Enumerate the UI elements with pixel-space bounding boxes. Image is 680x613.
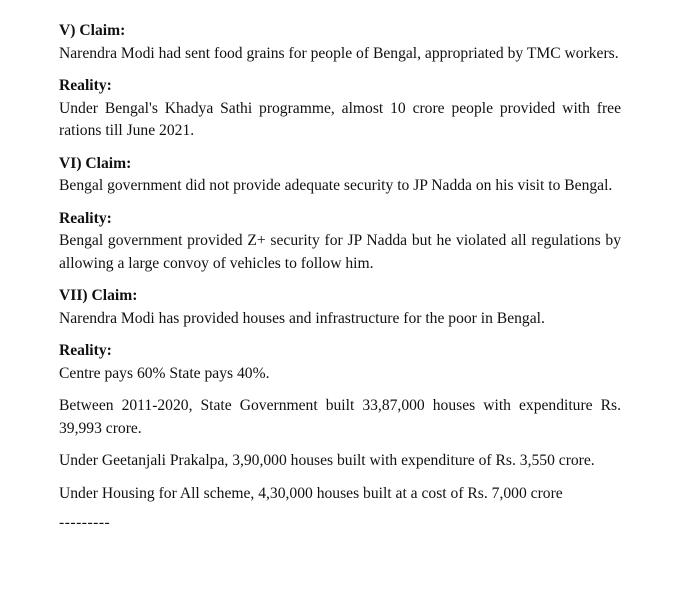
section-text: Narendra Modi had sent food grains for people of Bengal, appropriated by TMC workers. <box>59 44 619 62</box>
reality-section-vii <box>59 340 621 385</box>
claim-section-vii <box>59 285 621 330</box>
section-heading: VII) Claim: <box>59 287 138 304</box>
paragraph: Between 2011-2020, State Government built 33,87,000 houses with expenditure Rs. 39,993 crore. <box>59 397 621 437</box>
section-heading: V) Claim: <box>59 22 126 39</box>
paragraph: Under Geetanjali Prakalpa, 3,90,000 houses built with expenditure of Rs. 3,550 crore. <box>59 452 595 469</box>
claim-section-vi <box>59 153 621 198</box>
section-text: Bengal government did not provide adequate security to JP Nadda on his visit to Bengal. <box>59 177 613 194</box>
reality-section-v <box>59 75 621 143</box>
claim-section-v <box>59 20 621 65</box>
section-heading: VI) Claim: <box>59 154 132 172</box>
section-heading: Reality: <box>59 209 112 227</box>
paragraph: Under Housing for All scheme, 4,30,000 houses built at a cost of Rs. 7,000 crore <box>59 484 563 502</box>
section-heading: Reality: <box>59 77 112 94</box>
divider-dashes: --------- <box>59 514 111 531</box>
section-heading: Reality: <box>59 342 112 359</box>
section-text: Under Bengal's Khadya Sathi programme, almost 10 crore people provided with free rations till June 2021. <box>59 99 621 139</box>
reality-section-vi <box>59 208 621 276</box>
section-text: Bengal government provided Z+ security for JP Nadda but he violated all regulations by allowing a large convoy of vehicles to follow him. <box>59 232 621 272</box>
section-text: Narendra Modi has provided houses and infrastructure for the poor in Bengal. <box>59 309 545 327</box>
section-text: Centre pays 60% State pays 40%. <box>59 364 270 382</box>
document-body <box>59 20 621 535</box>
